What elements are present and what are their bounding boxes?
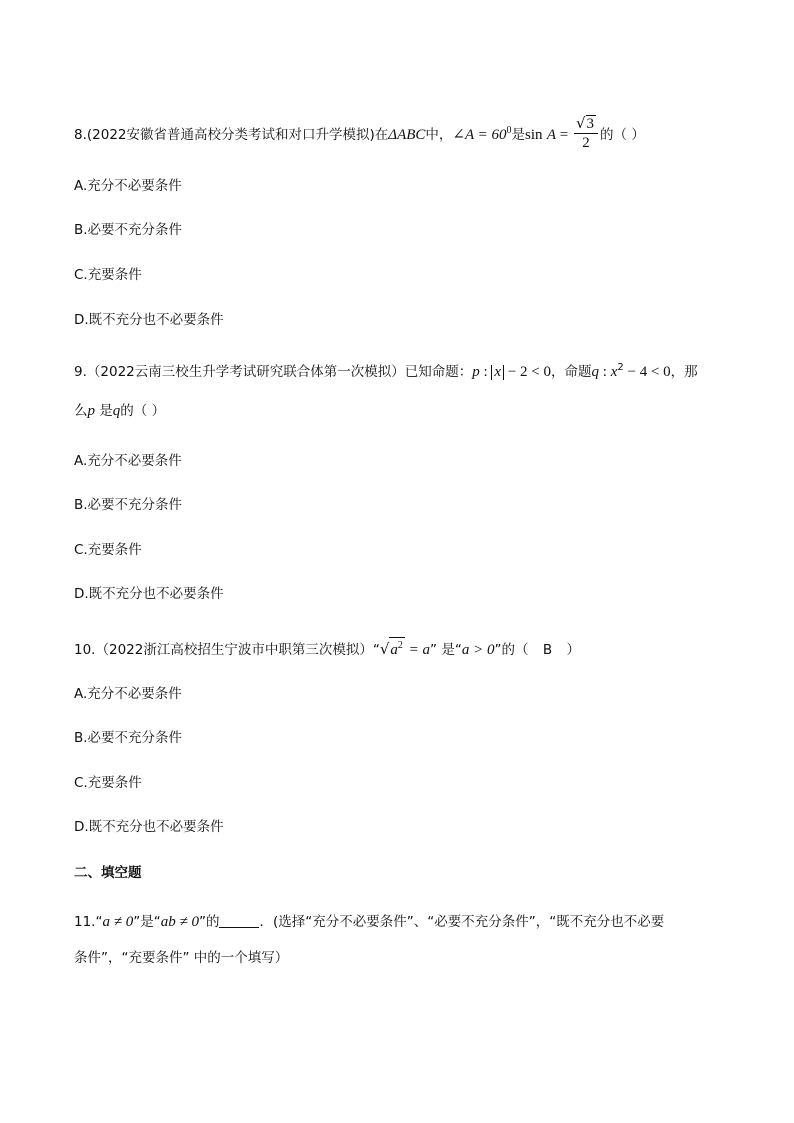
question-text: 已知命题： <box>404 364 473 380</box>
question-9-line2: 么p 是q的（ ） <box>74 403 166 419</box>
fraction-sqrt3-over-2: $\frac{√3}{2}$ <box>574 114 598 152</box>
question-number: 8. <box>74 127 87 143</box>
option-c: C.充要条件 <box>74 267 142 283</box>
question-text: 是 <box>511 127 526 143</box>
question-9: 9.（2022云南三校生升学考试研究联合体第一次模拟）已知命题：p : x − 2 < 0，命题q : $x^2 - 4 < 0$，那 <box>74 362 698 380</box>
question-text: ．(选择“充分不必要条件”、“必要不充分条件”，“既不充分也不必要 <box>259 914 665 930</box>
option-b: B.必要不充分条件 <box>74 730 183 746</box>
question-source: (2022安徽省普通高校分类考试和对口升学模拟) <box>86 127 375 143</box>
inequality: ab ≠ 0 <box>160 914 199 930</box>
radical-a-squared: $a^2$ <box>389 637 405 658</box>
math-variable: p <box>87 403 95 419</box>
equation: = a <box>404 642 431 658</box>
sin-function: sin <box>525 127 543 143</box>
question-text: ，命题 <box>551 364 592 380</box>
answer-bracket: 的（ ） <box>120 403 166 419</box>
question-11-line2: 条件”，“充要条件” 中的一个填写） <box>74 950 289 966</box>
question-number: 10. <box>74 642 96 658</box>
option-a: A.充分不必要条件 <box>74 686 182 702</box>
section-heading: 二、填空题 <box>74 865 142 881</box>
option-b: B.必要不充分条件 <box>74 222 183 238</box>
option-a: A.充分不必要条件 <box>74 178 182 194</box>
triangle-notation: ΔABC <box>388 127 426 143</box>
absolute-value: x <box>491 365 504 380</box>
question-10: 10.（2022浙江高校招生宁波市中职第三次模拟）“$√a^2 = a$” 是“a > 0”的（ B ） <box>74 637 580 660</box>
question-source: （2022云南三校生升学考试研究联合体第一次模拟） <box>86 364 405 380</box>
question-text: 中， <box>425 127 453 143</box>
option-c: C.充要条件 <box>74 775 142 791</box>
question-source: （2022浙江高校招生宁波市中职第三次模拟） <box>95 642 373 658</box>
math-variable: A <box>546 127 556 143</box>
exponent: 2 <box>617 362 624 373</box>
angle-condition: ∠A = $60^0$ <box>452 125 512 143</box>
math-variable: p <box>472 364 480 380</box>
inequality: − 4 < 0 <box>623 364 671 380</box>
question-number: 9. <box>74 364 87 380</box>
fill-blank[interactable] <box>219 913 259 928</box>
inequality: a > 0 <box>461 642 495 658</box>
option-a: A.充分不必要条件 <box>74 453 182 469</box>
math-variable: x <box>610 364 618 380</box>
equals-sign: = <box>556 127 572 143</box>
option-b: B.必要不充分条件 <box>74 497 183 513</box>
option-c: C.充要条件 <box>74 542 142 558</box>
inequality: − 2 < 0 <box>504 364 552 380</box>
math-variable: q <box>591 364 600 380</box>
answer-value: B <box>542 642 553 658</box>
option-d: D.既不充分也不必要条件 <box>74 819 224 835</box>
question-text: 在 <box>374 127 389 143</box>
math-variable: q <box>112 403 121 419</box>
question-8 <box>74 116 645 154</box>
answer-bracket: 的（ ） <box>600 127 645 143</box>
option-d: D.既不充分也不必要条件 <box>74 312 224 328</box>
question-11: 11.“a ≠ 0”是“ab ≠ 0”的 ．(选择“充分不必要条件”、“必要不充分条件”，“既不充分也不必要 <box>74 914 665 930</box>
question-number: 11. <box>74 914 96 930</box>
option-d: D.既不充分也不必要条件 <box>74 586 224 602</box>
inequality: a ≠ 0 <box>102 914 134 930</box>
question-text: ，那 <box>670 364 698 380</box>
